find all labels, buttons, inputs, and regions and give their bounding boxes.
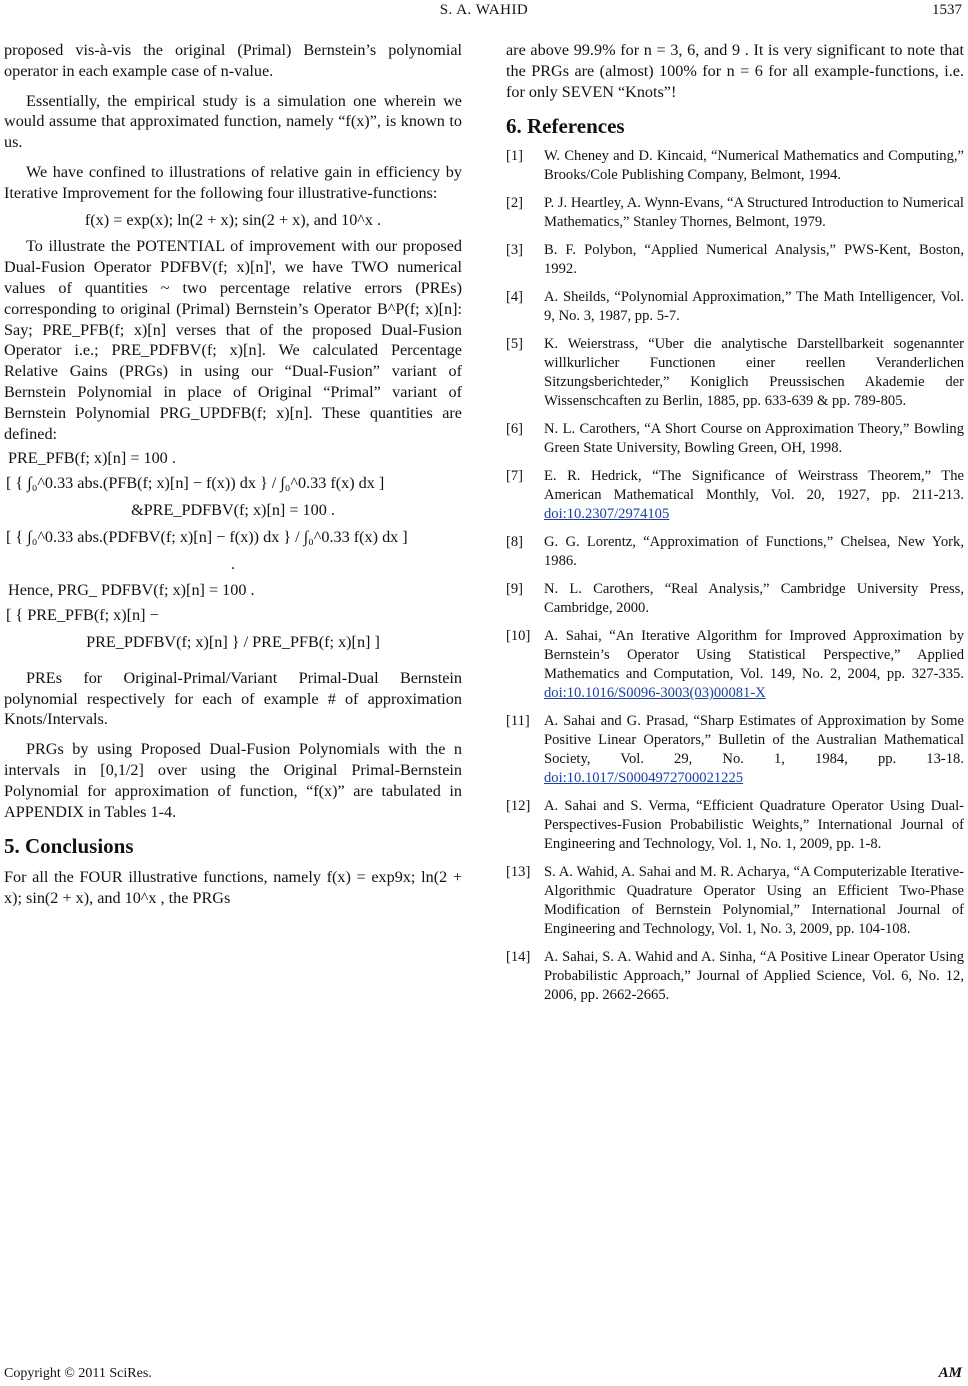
doi-link[interactable]: doi:10.2307/2974105 — [544, 506, 670, 523]
reference-item — [506, 335, 964, 411]
reference-text: K. Weierstrass, “Uber die analytische Darstellbarkeit sogenannter willkurlicher Functionen einer reellen Veranderlichen Sitzungsberichteder,” Koniglich Preussischen Akademie der Wissenschcaften zu Berlin, 1885, pp. 633-639 & pp. 789-805. — [544, 336, 964, 410]
running-header-author: S. A. WAHID — [439, 2, 529, 18]
reference-number: [11] — [506, 713, 530, 730]
reference-item — [506, 241, 964, 279]
reference-item — [506, 288, 964, 326]
reference-number: [7] — [506, 468, 524, 485]
reference-text: A. Sahai and G. Prasad, “Sharp Estimates of Approximation by Some Positive Linear Operators,” Bulletin of the Australian Mathematical Society, Vol. 29, No. 1, 1984, pp. 13-18. — [544, 713, 964, 768]
reference-text: A. Sahai, S. A. Wahid and A. Sinha, “A Positive Linear Operator Using Probabilistic Approach,” Journal of Applied Science, Vol. 6, No. 12, 2006, pp. 2662-2665. — [544, 949, 964, 1004]
paragraph-prgs: PRGs by using Proposed Dual-Fusion Polynomials with the n intervals in [0,1/2] over using the Original Primal-Bernstein Polynomial for approximation of function, “f(x)” are tabulated in APPENDIX in Tables 1-4. — [4, 740, 462, 821]
reference-text: W. Cheney and D. Kincaid, “Numerical Mathematics and Computing,” Brooks/Cole Publishing Company, Belmont, 1994. — [544, 148, 964, 184]
equation-pre-pdfbv-head: &PRE_PDFBV(f; x)[n] = 100 . — [131, 500, 335, 519]
paragraph-conclusions: For all the FOUR illustrative functions, namely f(x) = exp9x; ln(2 + x); sin(2 + x), and 10^x , the PRGs — [4, 868, 462, 907]
reference-item — [506, 627, 964, 703]
paragraph-potential: To illustrate the POTENTIAL of improvement with our proposed Dual-Fusion Operator PDFBV(f; x)[n]', we have TWO numerical values of quantities ~ two percentage relative errors (PREs) corresponding to original (Primal) Bernstein’s Operator B^P(f; x)[n]: Say; PRE_PFB(f; x)[n] verses that of the proposed Dual-Fusion Operator i.e.; PRE_PDFBV(f; x)[n]. We calculated Percentage Relative Gains (PRGs) in using our “Dual-Fusion” variant of Bernstein Polynomial in place of Original “Primal” variant of Bernstein Polynomial PRG_UPDFB(f; x)[n]. These quantities are defined: — [4, 237, 462, 443]
reference-text: G. G. Lorentz, “Approximation of Functions,” Chelsea, New York, 1986. — [544, 534, 964, 570]
reference-text: E. R. Hedrick, “The Significance of Weirstrass Theorem,” The American Mathematical Monthly, Vol. 20, 1927, pp. 211-213. — [544, 468, 964, 504]
reference-number: [4] — [506, 289, 524, 306]
reference-number: [8] — [506, 534, 524, 551]
reference-item — [506, 420, 964, 458]
equation-functions: f(x) = exp(x); ln(2 + x); sin(2 + x), and 10^x . — [84, 210, 382, 229]
section-title-conclusions: 5. Conclusions — [4, 834, 134, 859]
reference-number: [5] — [506, 336, 524, 353]
reference-item — [506, 147, 964, 185]
reference-text: B. F. Polybon, “Applied Numerical Analysis,” PWS-Kent, Boston, 1992. — [544, 242, 964, 278]
reference-item — [506, 467, 964, 524]
reference-item — [506, 712, 964, 788]
left-column — [4, 40, 462, 909]
doi-link[interactable]: doi:10.1017/S0004972700021225 — [544, 770, 744, 787]
paragraph-illustrations: We have confined to illustrations of relative gain in efficiency by Iterative Improvement for the following four illustrative-functions: — [4, 162, 462, 202]
reference-number: [3] — [506, 242, 524, 259]
reference-item — [506, 533, 964, 571]
reference-text: P. J. Heartley, A. Wynn-Evans, “A Structured Introduction to Numerical Mathematics,” Stanley Thornes, Belmont, 1979. — [544, 195, 964, 231]
reference-item — [506, 580, 964, 618]
reference-number: [9] — [506, 581, 524, 598]
paragraph-pres: PREs for Original-Primal/Variant Primal-Dual Bernstein polynomial respectively for each of example # of approximation Knots/Intervals. — [4, 668, 462, 729]
reference-text: A. Sheilds, “Polynomial Approximation,” The Math Intelligencer, Vol. 9, No. 3, 1987, pp. 5-7. — [544, 289, 964, 325]
equation-pre-pfb-integral: [ { ∫₀^0.33 abs.(PFB(f; x)[n] − f(x)) dx } / ∫₀^0.33 f(x) dx ] — [6, 474, 385, 493]
footer-copyright: Copyright © 2011 SciRes. — [4, 1366, 152, 1381]
equation-prg-head: Hence, PRG_ PDFBV(f; x)[n] = 100 . — [8, 581, 255, 600]
equation-prg-numerator: [ { PRE_PFB(f; x)[n] − — [6, 606, 159, 625]
equation-prg-denominator: PRE_PDFBV(f; x)[n] } / PRE_PFB(f; x)[n] ] — [86, 632, 380, 651]
reference-text: N. L. Carothers, “A Short Course on Approximation Theory,” Bowling Green State University, Bowling Green, OH, 1998. — [544, 421, 964, 457]
doi-link[interactable]: doi:10.1016/S0096-3003(03)00081-X — [544, 685, 766, 702]
equation-pre-pfb-head: PRE_PFB(f; x)[n] = 100 . — [8, 449, 176, 468]
reference-item — [506, 948, 964, 1005]
page-number: 1537 — [932, 2, 962, 18]
reference-item — [506, 797, 964, 854]
reference-number: [1] — [506, 148, 524, 165]
reference-item — [506, 194, 964, 232]
reference-text: A. Sahai and S. Verma, “Efficient Quadrature Operator Using Dual-Perspectives-Fusion Probabilistic Weights,” International Journal of Engineering and Technology, Vol. 1, No. 1, 2009, pp. 1-8. — [544, 798, 964, 853]
equation-period: . — [230, 554, 236, 573]
reference-text: A. Sahai, “An Iterative Algorithm for Improved Approximation by Bernstein’s Operator Using Statistical Perspective,” Applied Mathematics and Computation, Vol. 149, No. 2, 2004, pp. 327-335. — [544, 628, 964, 683]
paragraph-intro-continued: proposed vis-à-vis the original (Primal) Bernstein’s polynomial operator in each example case of n-value. — [4, 41, 462, 80]
equation-pre-pdfbv-integral: [ { ∫₀^0.33 abs.(PDFBV(f; x)[n] − f(x)) dx } / ∫₀^0.33 f(x) dx ] — [6, 527, 408, 546]
footer-journal: AM — [938, 1365, 962, 1381]
section-title-references: 6. References — [506, 114, 625, 139]
paragraph-prgs-result: are above 99.9% for n = 3, 6, and 9 . It is very significant to note that the PRGs are (almost) 100% for n = 6 for all example-functions, i.e. for only SEVEN “Knots”! — [506, 41, 964, 101]
reference-item — [506, 863, 964, 939]
reference-number: [12] — [506, 798, 531, 815]
reference-number: [14] — [506, 949, 531, 966]
paragraph-empirical-study: Essentially, the empirical study is a simulation one wherein we would assume that approximated function, namely “f(x)”, is known to us. — [4, 91, 462, 152]
right-column — [506, 40, 964, 1014]
reference-number: [6] — [506, 421, 524, 438]
reference-text: N. L. Carothers, “Real Analysis,” Cambridge University Press, Cambridge, 2000. — [544, 581, 964, 617]
reference-text: S. A. Wahid, A. Sahai and M. R. Acharya, “A Computerizable Iterative-Algorithmic Quadrature Operator Using an Efficient Two-Phase Modification of Bernstein Polynomial,” International Journal of Engineering and Technology, Vol. 1, No. 3, 2009, pp. 104-108. — [544, 864, 964, 938]
reference-number: [13] — [506, 864, 531, 881]
reference-number: [10] — [506, 628, 531, 645]
reference-number: [2] — [506, 195, 524, 212]
